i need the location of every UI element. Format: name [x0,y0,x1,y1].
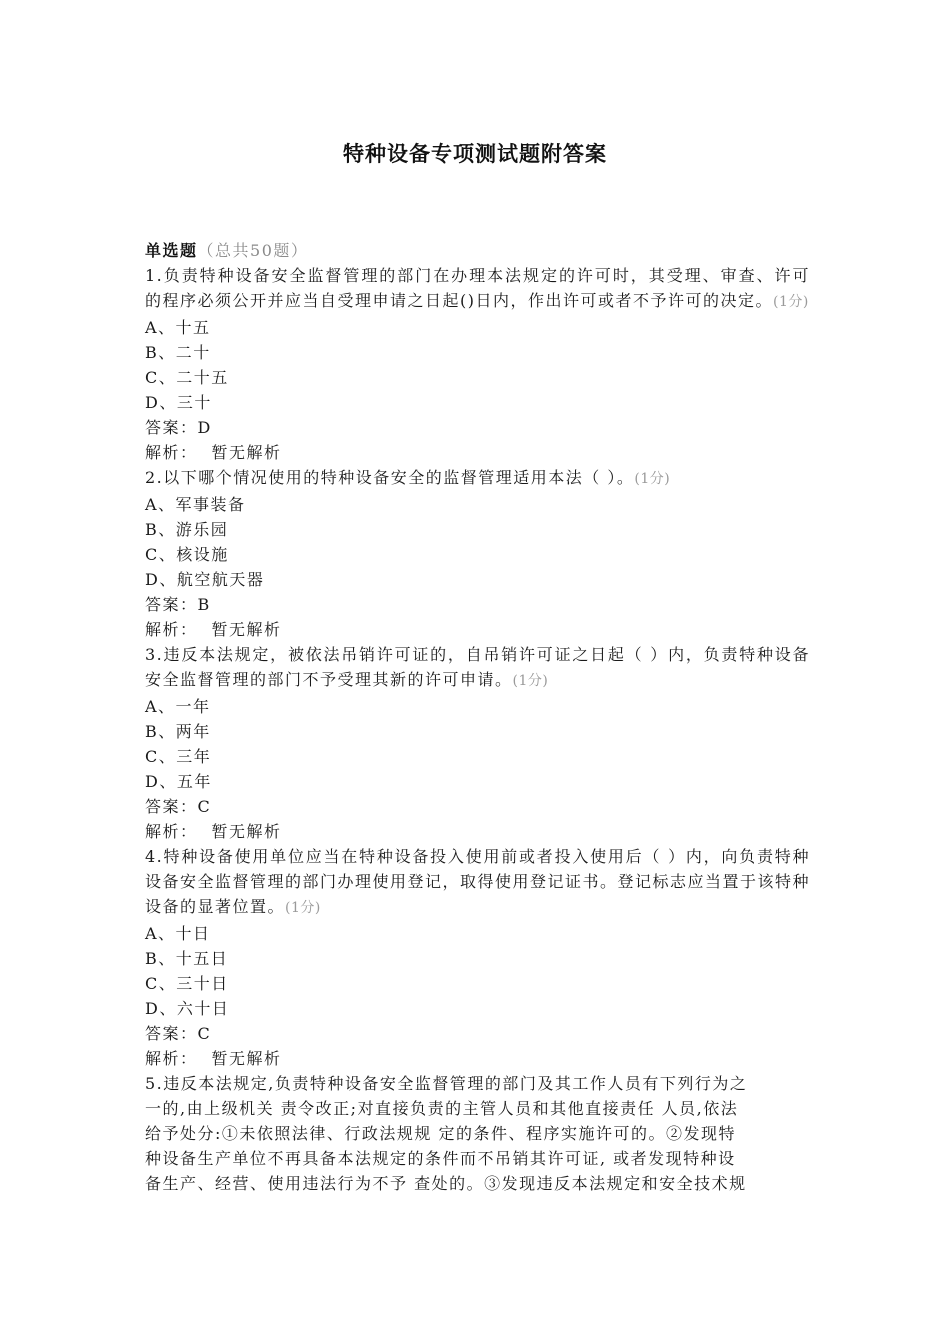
answer-label: 答案： [145,595,198,614]
question-stem: 3.违反本法规定，被依法吊销许可证的，自吊销许可证之日起（ ）内，负责特种设备安全监督管理的部门不予受理其新的许可申请。 [145,645,810,689]
question-text [145,465,810,492]
question-stem: 1.负责特种设备安全监督管理的部门在办理本法规定的许可时，其受理、审查、许可的程序必须公开并应当自受理申请之日起()日内，作出许可或者不予许可的决定。 [145,266,810,310]
section-label: 单选题 [145,241,198,260]
question-text [145,263,810,315]
question-score: (1分) [773,294,809,310]
analysis-label: 解析： [145,620,198,639]
analysis-label: 解析： [145,443,198,462]
analysis-line [145,1046,810,1071]
question-score: (1分) [285,900,321,916]
question-block [145,642,810,844]
analysis-label: 解析： [145,1049,198,1068]
option-b: B、两年 [145,722,211,741]
analysis-line [145,617,810,642]
answer-line [145,592,810,617]
section-count-note: （总共50题） [197,241,309,260]
question-text-line: 备生产、经营、使用违法行为不予 查处的。③发现违反本法规定和安全技术规 [145,1174,747,1193]
answer-label: 答案： [145,797,198,816]
question-block [145,1071,810,1196]
option-a: A、十日 [145,924,211,943]
option-b: B、十五日 [145,949,229,968]
question-block [145,263,810,465]
answer-label: 答案： [145,1024,198,1043]
option-c: C、二十五 [145,368,229,387]
option-a: A、十五 [145,318,211,337]
question-text-line: 给予处分:①未依照法律、行政法规规 定的条件、程序实施许可的。②发现特 [145,1124,736,1143]
question-block [145,844,810,1071]
analysis-value: 暂无解析 [211,443,282,462]
question-stem: 2.以下哪个情况使用的特种设备安全的监督管理适用本法（ ）。 [145,468,635,487]
answer-value: D [197,418,212,437]
option-d: D、六十日 [145,999,230,1018]
answer-value: B [197,595,211,614]
analysis-line [145,819,810,844]
answer-line [145,1021,810,1046]
answer-label: 答案： [145,418,198,437]
question-block [145,465,810,642]
analysis-line [145,440,810,465]
analysis-value: 暂无解析 [211,1049,282,1068]
analysis-label: 解析： [145,822,198,841]
answer-line [145,415,810,440]
question-text [145,642,810,694]
question-score: (1分) [634,471,671,487]
option-a: A、一年 [145,697,211,716]
question-score: (1分) [512,673,549,689]
document-title: 特种设备专项测试题附答案 [343,142,607,166]
option-b: B、二十 [145,343,211,362]
question-stem: 4.特种设备使用单位应当在特种设备投入使用前或者投入使用后（ ）内，向负责特种设备安全监督管理的部门办理使用登记，取得使用登记证书。登记标志应当置于该特种设备的显著位置。 [145,847,811,916]
answer-line [145,794,810,819]
option-d: D、航空航天器 [145,570,265,589]
option-c: C、三年 [145,747,212,766]
question-text [145,844,810,921]
question-text-line: 5.违反本法规定,负责特种设备安全监督管理的部门及其工作人员有下列行为之 [145,1074,748,1093]
option-c: C、核设施 [145,545,229,564]
analysis-value: 暂无解析 [211,620,282,639]
section-header [145,238,810,263]
answer-value: C [197,797,212,816]
answer-value: C [197,1024,212,1043]
option-b: B、游乐园 [145,520,229,539]
option-a: A、军事装备 [145,495,246,514]
question-text-line: 一的,由上级机关 责令改正;对直接负责的主管人员和其他直接责任 人员,依法 [145,1099,739,1118]
document-body [145,238,810,1196]
option-d: D、五年 [145,772,212,791]
question-text-line: 种设备生产单位不再具备本法规定的条件而不吊销其许可证, 或者发现特种设 [145,1149,736,1168]
option-d: D、三十 [145,393,212,412]
analysis-value: 暂无解析 [211,822,282,841]
option-c: C、三十日 [145,974,229,993]
